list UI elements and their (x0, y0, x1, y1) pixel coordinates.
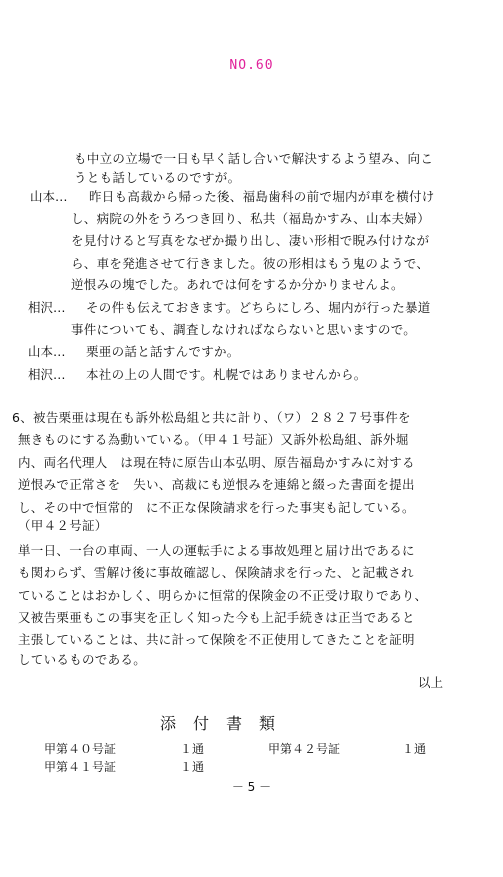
attachment-count: １通 (402, 742, 427, 756)
section-line: （甲４２号証） (18, 518, 108, 533)
dialogue-line: 本社の上の人間です。札幌ではありませんから。 (86, 367, 367, 382)
section-line: 主張していることは、共に計って保険を不正使用してきたことを証明 (18, 632, 415, 647)
dialogue-line: 昨日も高裁から帰った後、福島歯科の前で堀内が車を横付け (89, 189, 435, 204)
attachment-count: １通 (180, 742, 205, 756)
dialogue-line: ら、車を発進させて行きました。彼の形相はもう鬼のようで、 (71, 256, 430, 271)
section-line: 6、被告栗亜は現在も訴外松島組と共に計り、（ワ）２８２７号事件を (12, 410, 411, 425)
section-line: 逆恨みで正常さを 失い、高裁にも逆恨みを連綿と綴った書面を提出 (18, 477, 415, 492)
speaker-label: 山本… (30, 189, 68, 204)
dialogue-line: 栗亜の話と話すんですか。 (86, 344, 240, 359)
attachments-title: 添付書類 (160, 714, 293, 733)
section-line: 内、両名代理人 は現在特に原告山本弘明、原告福島かすみに対する (18, 455, 415, 470)
page-footer: － 5 － (231, 780, 272, 794)
dialogue-line: 事件についても、調査しなければならないと思いますので。 (71, 322, 417, 337)
speaker-label: 相沢… (28, 300, 66, 315)
section-line: しているものである。 (18, 652, 147, 667)
attachment-count: １通 (180, 760, 205, 774)
attachment-name: 甲第４２号証 (268, 742, 341, 756)
section-line: 単一日、一台の車両、一人の運転手による事故処理と届け出であるに (18, 543, 415, 558)
section-line: 無きものにする為動いている。（甲４１号証）又訴外松島組、訴外堀 (18, 432, 409, 447)
section-line: ていることはおかしく、明らかに恒常的保険金の不正受け取りであり、 (18, 588, 428, 603)
section-line: も関わらず、雪解け後に事故確認し、保険請求を行った、と記載され (18, 565, 414, 580)
attachment-name: 甲第４０号証 (44, 742, 117, 756)
page-number-header: NO.60 (229, 58, 274, 73)
dialogue-line: その件も伝えておきます。どちらにしろ、堀内が行った暴道 (86, 300, 431, 315)
speaker-label: 山本… (28, 344, 66, 359)
dialogue-line: を見付けると写真をなぜか撮り出し、凄い形相で睨み付けなが (71, 233, 430, 248)
dialogue-line: し、病院の外をうろつき回り、私共（福島かすみ、山本夫婦） (71, 211, 431, 226)
dialogue-line: 逆恨みの塊でした。あれでは何をするか分かりませんよ。 (71, 277, 404, 292)
dialogue-line: も中立の立場で一日も早く話し合いで解決するよう望み、向こ (74, 151, 434, 166)
speaker-label: 相沢… (28, 367, 66, 382)
attachment-name: 甲第４１号証 (44, 760, 117, 774)
dialogue-line: うとも話しているのですが。 (74, 170, 241, 185)
section-line: 又被告栗亜もこの事実を正しく知った今も上記手続きは正当であると (18, 610, 415, 625)
closing-mark: 以上 (418, 675, 444, 690)
section-line: し、その中で恒常的 に不正な保険請求を行った事実も記している。 (18, 500, 415, 515)
